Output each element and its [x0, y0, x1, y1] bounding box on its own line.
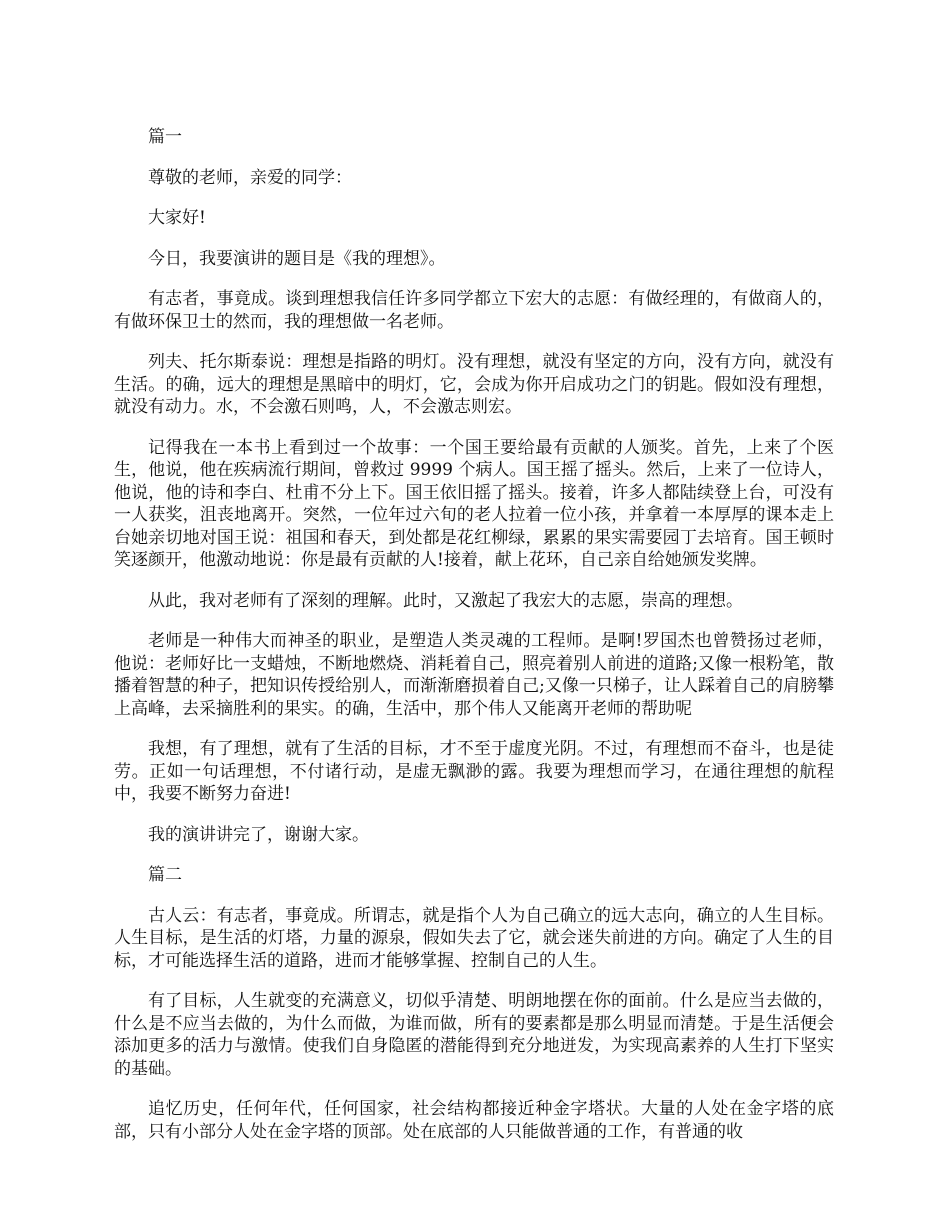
section-heading: 篇一	[148, 127, 182, 147]
paragraph: 今日，我要演讲的题目是《我的理想》。	[148, 248, 446, 269]
paragraph: 有志者，事竟成。谈到理想我信任许多同学都立下宏大的志愿：有做经理的，有做商人的，有做环保卫士的然而，我的理想做一名老师。	[114, 289, 834, 332]
paragraph: 古人云：有志者，事竟成。所谓志，就是指个人为自己确立的远大志向，确立的人生目标。人生目标，是生活的灯塔，力量的源泉，假如失去了它，就会迷失前进的方向。确定了人生的目标，才可能选择生活的道路，进而才能够掌握、控制自己的人生。	[114, 905, 834, 971]
paragraph: 老师是一种伟大而神圣的职业，是塑造人类灵魂的工程师。是啊!罗国杰也曾赞扬过老师，他说：老师好比一支蜡烛，不断地燃烧、消耗着自己，照亮着别人前进的道路;又像一根粉笔，散播着智慧的种子，把知识传授给别人，而渐渐磨损着自己;又像一只梯子，让人踩着自己的肩膀攀上高峰，去采摘胜利的果实。的确，生活中，那个伟人又能离开老师的帮助呢	[114, 631, 834, 719]
paragraph: 我想，有了理想，就有了生活的目标，才不至于虚度光阴。不过，有理想而不奋斗，也是徒劳。正如一句话理想，不付诸行动，是虚无飘渺的露。我要为理想而学习，在通往理想的航程中，我要不断努力奋进!	[114, 739, 834, 804]
paragraph: 从此，我对老师有了深刻的理解。此时，又激起了我宏大的志愿，崇高的理想。	[148, 590, 743, 611]
paragraph: 列夫、托尔斯泰说：理想是指路的明灯。没有理想，就没有坚定的方向，没有方向，就没有生活。的确，远大的理想是黑暗中的明灯，它，会成为你开启成功之门的钥匙。假如没有理想，就没有动力。水，不会激石则鸣，人，不会激志则宏。	[114, 352, 834, 417]
paragraph: 有了目标，人生就变的充满意义，切似乎清楚、明朗地摆在你的面前。什么是应当去做的，什么是不应当去做的，为什么而做，为谁而做，所有的要素都是那么明显而清楚。于是生活便会添加更多的活力与激情。使我们自身隐匿的潜能得到充分地迸发，为实现高素养的人生打下坚实的基础。	[114, 991, 834, 1079]
salutation: 尊敬的老师，亲爱的同学：	[148, 167, 352, 188]
section-heading: 篇二	[148, 865, 182, 885]
paragraph: 记得我在一本书上看到过一个故事：一个国王要给最有贡献的人颁奖。首先，上来了个医生，他说，他在疾病流行期间，曾救过 9999 个病人。国王摇了摇头。然后，上来了一位诗人，他说，他的诗和李白、杜甫不分上下。国王依旧摇了摇头。接着，许多人都陆续登上台，可没有一人获奖，沮丧地离开。突然，一位年过六旬的老人拉着一位小孩，并拿着一本厚厚的课本走上台她亲切地对国王说：祖国和春天，到处都是花红柳绿，累累的果实需要园丁去培育。国王顿时笑逐颜开，他激动地说：你是最有贡献的人!接着，献上花环，自己亲自给她颁发奖牌。	[114, 437, 834, 570]
paragraph: 追忆历史，任何年代，任何国家，社会结构都接近种金字塔状。大量的人处在金字塔的底部，只有小部分人处在金字塔的顶部。处在底部的人只能做普通的工作，有普通的收	[114, 1099, 834, 1142]
document-body	[114, 126, 834, 1161]
closing: 我的演讲讲完了，谢谢大家。	[148, 824, 369, 845]
greeting: 大家好!	[148, 208, 206, 228]
